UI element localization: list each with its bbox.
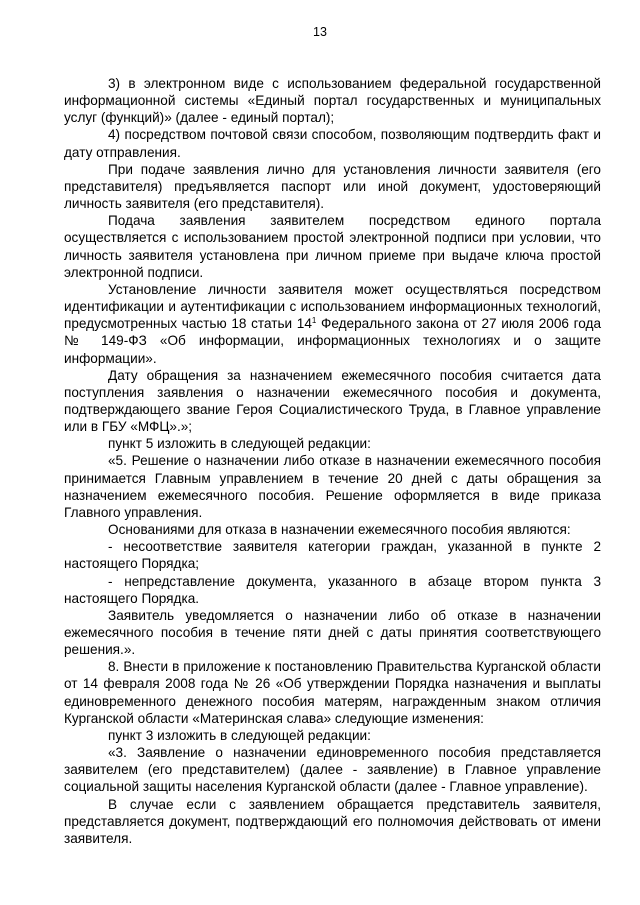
paragraph-identification [64, 281, 601, 367]
paragraph-application-date: Дату обращения за назначением ежемесячного пособия считается дата поступления заявления о назначении ежемесячного пособия и документа, подтверждающего звание Героя Социалистического Труда, в Главное управление или в ГБУ «МФЦ».»; [64, 367, 601, 435]
page-number: 13 [313, 25, 327, 39]
paragraph-notification: Заявитель уведомляется о назначении либо об отказе в назначении ежемесячного пособия в течение пяти дней с даты принятия соответствующего решения.». [64, 607, 601, 658]
paragraph-point5-intro: пункт 5 изложить в следующей редакции: [108, 436, 371, 452]
identification-text: Установление личности заявителя может осуществляться посредством идентификации и аутентификации с использованием информационных технологий, предусмотренных частью 18 статьи 14 [64, 281, 601, 332]
identification-text-cont: Федерального закона от 27 июля 2006 года № 149-ФЗ «Об информации, информационных технологиях и о защите информации». [64, 316, 602, 366]
paragraph-refusal-item-1: - несоответствие заявителя категории граждан, указанной в пункте 2 настоящего Порядка; [64, 539, 601, 572]
paragraph-electronic-submission: 3) в электронном виде с использованием федеральной государственной информационной системы «Единый портал государственных и муниципальных услуг (функций)» (далее - единый портал); [64, 76, 601, 126]
paragraph-item-8: 8. Внести в приложение к постановлению Правительства Курганской области от 14 февраля 2008 года № 26 «Об утверждении Порядка назначения и выплаты единовременного денежного пособия матерям, награжденным знаком отличия Курганской области «Материнская слава» следующие изменения: [64, 659, 601, 726]
paragraph-electronic-signature: Подача заявления заявителем посредством единого портала осуществляется с использованием простой электронной подписи при условии, что личность заявителя установлена при личном приеме при выдаче ключа простой электронной подписи. [64, 213, 601, 280]
paragraph-refusal-grounds: Основаниями для отказа в назначении ежемесячного пособия являются: [108, 522, 571, 538]
paragraph-postal-submission: 4) посредством почтовой связи способом, позволяющим подтвердить факт и дату отправления. [64, 127, 601, 160]
paragraph-representative: В случае если с заявлением обращается представитель заявителя, представляется документ, подтверждающий его полномочия действовать от имени заявителя. [64, 796, 601, 846]
document-body [64, 75, 601, 847]
paragraph-identity-document: При подаче заявления лично для установления личности заявителя (его представителя) предъявляется паспорт или иной документ, удостоверяющий личность заявителя (его представителя). [64, 161, 601, 212]
article-superscript: 1 [311, 316, 317, 326]
paragraph-refusal-item-2: - непредставление документа, указанного в абзаце втором пункта 3 настоящего Порядка. [64, 573, 601, 606]
paragraph-point3-intro: пункт 3 изложить в следующей редакции: [108, 727, 371, 743]
paragraph-application-submission: «3. Заявление о назначении единовременного пособия представляется заявителем (его представителем) (далее - заявление) в Главное управление социальной защиты населения Курганской области (далее - Главное управление). [64, 745, 601, 795]
paragraph-decision: «5. Решение о назначении либо отказе в назначении ежемесячного пособия принимается Главным управлением в течение 20 дней с даты обращения за назначением ежемесячного пособия. Решение оформляется в виде приказа Главного управления. [64, 453, 601, 520]
